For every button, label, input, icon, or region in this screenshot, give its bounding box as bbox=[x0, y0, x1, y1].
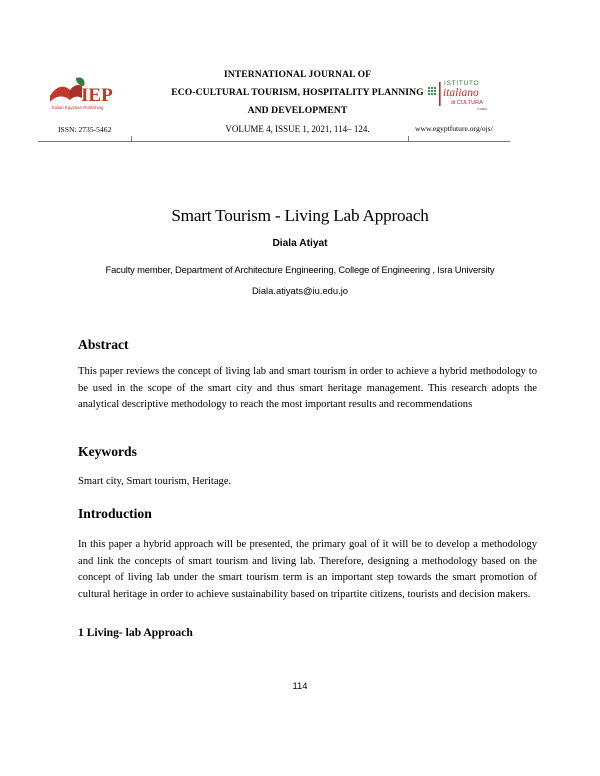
author-name: Diala Atiyat bbox=[272, 238, 328, 249]
iic-logo-line3: di CULTURA bbox=[451, 100, 483, 106]
iep-publisher-logo bbox=[46, 74, 122, 112]
abstract-text: This paper reviews the concept of living lab and smart tourism in order to achieve a hybrid methodology to be used in the scope of the smart city and thus smart heritage management. This research adopts the analytical descriptive methodology to reach the most important results and recommendations bbox=[78, 366, 537, 410]
header-divider-tick bbox=[408, 136, 409, 142]
paper-title: Smart Tourism - Living Lab Approach bbox=[171, 206, 429, 225]
journal-title-line2: ECO-CULTURAL TOURISM, HOSPITALITY PLANNING bbox=[171, 87, 424, 98]
introduction-heading: Introduction bbox=[78, 506, 152, 521]
volume-info: VOLUME 4, ISSUE 1, 2021, 114– 124. bbox=[225, 124, 370, 134]
journal-website-link[interactable]: www.egyptfuture.org/ojs/ bbox=[415, 124, 493, 133]
iic-logo-line4: il cairo bbox=[477, 107, 488, 111]
keywords-text: Smart city, Smart tourism, Heritage. bbox=[78, 476, 232, 487]
page-number: 114 bbox=[292, 680, 308, 691]
author-affiliation: Faculty member, Department of Architecture Engineering, College of Engineering , Isra University bbox=[105, 264, 495, 275]
iic-logo-line1: ISTITUTO bbox=[444, 80, 480, 87]
journal-title-line1: INTERNATIONAL JOURNAL OF bbox=[223, 69, 372, 80]
header-divider-tick bbox=[131, 136, 132, 142]
istituto-italiano-di-cultura-logo bbox=[425, 76, 505, 114]
introduction-text: In this paper a hybrid approach will be presented, the primary goal of it will be to develop a methodology and link the concepts of smart tourism and living lab. Therefore, designing a methodology based on the concept of living lab under the smart tourism term is an important step towards the smart promotion of cultural heritage in order to achieve sustainability based on tripartite citizens, tourists and decision makers. bbox=[78, 539, 537, 600]
journal-title-line3: AND DEVELOPMENT bbox=[247, 105, 348, 116]
section1-heading: 1 Living- lab Approach bbox=[78, 626, 193, 639]
iep-logo-text: IEP bbox=[81, 85, 113, 106]
iep-logo-subtext: Italian Egyptian Publishing bbox=[52, 105, 104, 110]
header-divider bbox=[38, 141, 510, 142]
abstract-heading: Abstract bbox=[78, 337, 129, 352]
iic-logo-line2: italiano bbox=[443, 87, 479, 99]
author-email[interactable]: Diala.atiyats@iu.edu.jo bbox=[251, 285, 349, 296]
issn: ISSN: 2735-5462 bbox=[58, 125, 112, 134]
keywords-heading: Keywords bbox=[78, 444, 137, 459]
